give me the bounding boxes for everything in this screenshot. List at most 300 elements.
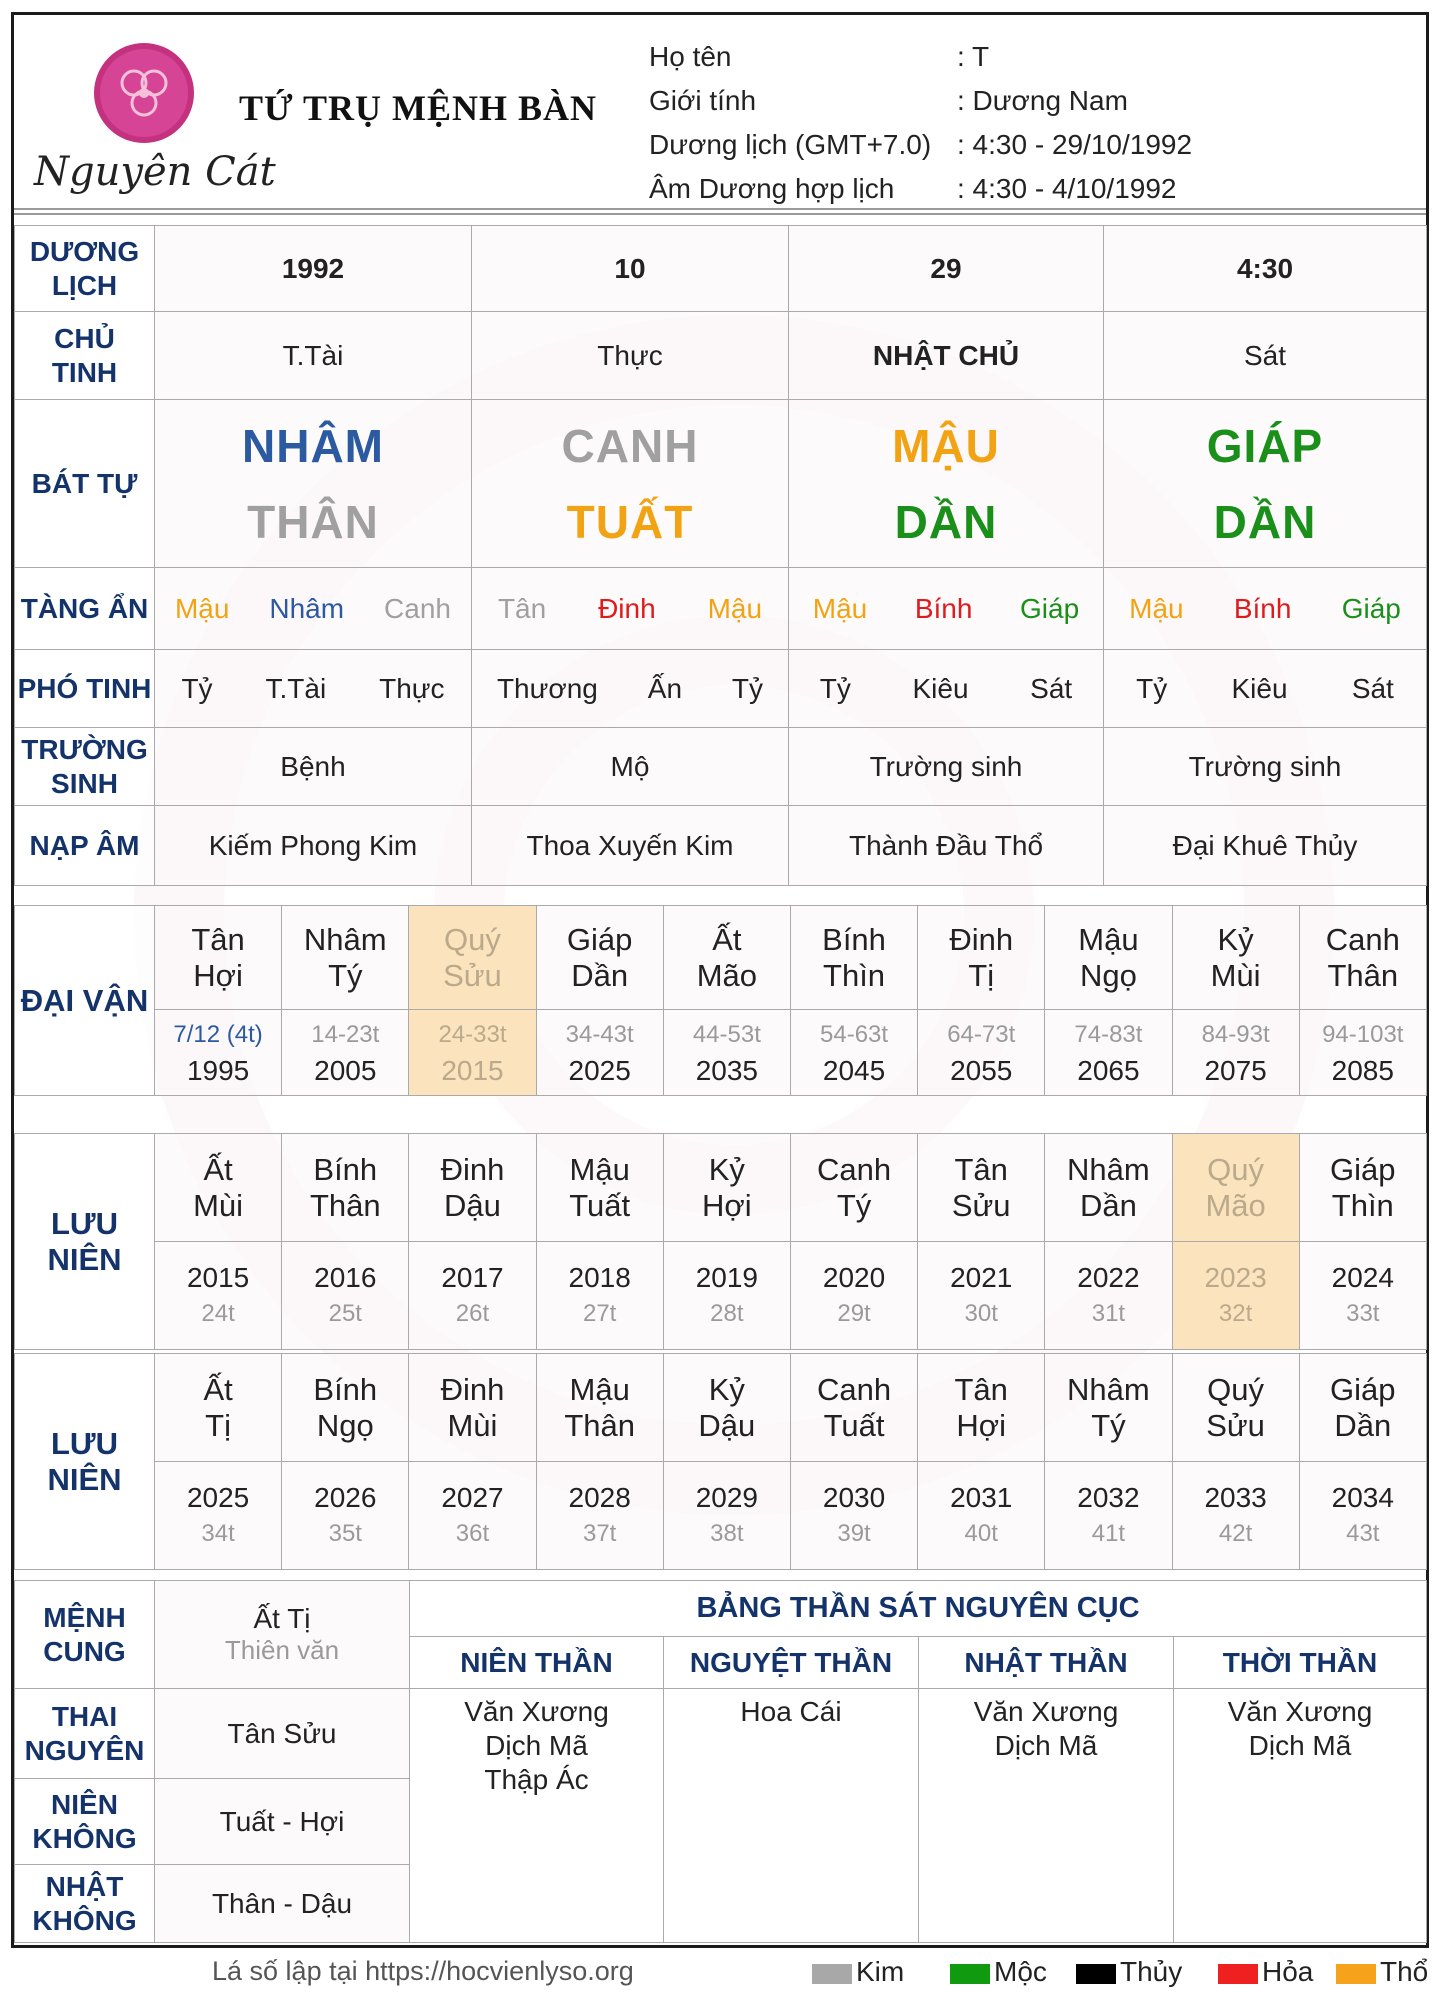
- luu-nien-pillar: [1045, 1134, 1172, 1242]
- luu-nien-pillar: [918, 1354, 1045, 1462]
- luu-nien-period: [1172, 1242, 1299, 1350]
- branch: Tý: [328, 957, 363, 993]
- start-year: 1995: [186, 1054, 250, 1086]
- than-sat-item: Thập Ác: [484, 1764, 589, 1795]
- year: 2034: [1331, 1481, 1394, 1513]
- pho-tinh-item: Sát: [1351, 672, 1394, 704]
- luu-nien-table-1: [14, 1133, 1427, 1350]
- branch: Thân: [1327, 957, 1399, 993]
- label-tang-an: TÀNG ẨN: [15, 568, 155, 650]
- year: 2020: [822, 1261, 886, 1293]
- label-line: DƯƠNG: [29, 235, 140, 267]
- label-nap-am: NẠP ÂM: [15, 806, 155, 886]
- label-nhat-khong: [15, 1865, 155, 1943]
- luu-nien-pillar: [663, 1354, 790, 1462]
- legend-label: Thổ: [1380, 1956, 1429, 1987]
- luu-nien-pillar: [536, 1354, 663, 1462]
- info-row: [649, 79, 1409, 123]
- dai-van-pillar: [155, 906, 282, 1010]
- legend-kim: [812, 1956, 904, 1988]
- nap-am-value: Đại Khuê Thủy: [1104, 806, 1427, 886]
- luu-nien-period: [409, 1462, 536, 1570]
- pillar-day: 29: [789, 226, 1104, 312]
- pho-tinh-item: Thương: [496, 672, 598, 704]
- age: 29t: [837, 1299, 871, 1327]
- luu-nien-period: [918, 1462, 1045, 1570]
- info-value: : T: [957, 41, 990, 72]
- stem: Ất: [203, 1371, 233, 1407]
- start-year: 2005: [314, 1054, 377, 1086]
- branch: Sửu: [1206, 1407, 1265, 1443]
- branch: Dần: [571, 957, 629, 993]
- dai-van-pillar: [1299, 906, 1426, 1010]
- label-nien-khong: [15, 1779, 155, 1865]
- luu-nien-period: [1045, 1462, 1172, 1570]
- than-sat-item: Văn Xương: [973, 1696, 1119, 1727]
- pho-tinh-item: Kiêu: [912, 672, 969, 704]
- tang-an-cell: [789, 568, 1104, 650]
- hidden-stem: Mậu: [174, 592, 230, 624]
- branch: Thìn: [823, 957, 886, 993]
- stem: Tân: [954, 1151, 1008, 1187]
- footer-source[interactable]: Lá số lập tại https://hocvienlyso.org: [212, 1956, 634, 1986]
- stem: Ất: [712, 921, 742, 957]
- heavenly-stem: MẬU: [892, 419, 1000, 472]
- year: 2027: [441, 1481, 504, 1513]
- than-sat-col-nguyet: NGUYỆT THẦN: [664, 1637, 919, 1689]
- stem: Bính: [313, 1371, 378, 1407]
- luu-nien-period: [155, 1242, 282, 1350]
- start-year: 2085: [1331, 1054, 1394, 1086]
- legend-swatch: [950, 1964, 990, 1984]
- dai-van-pillar: [536, 906, 663, 1010]
- branch: Hợi: [956, 1407, 1007, 1443]
- luu-nien-pillar: [790, 1354, 917, 1462]
- luu-nien-table-2: [14, 1353, 1427, 1570]
- dai-van-period: [663, 1010, 790, 1096]
- age-range: 54-63t: [820, 1020, 889, 1048]
- pho-tinh-item: T.Tài: [265, 672, 327, 704]
- luu-nien-period: [1299, 1242, 1426, 1350]
- heavenly-stem: CANH: [561, 419, 699, 472]
- menh-cung-cell: [155, 1581, 410, 1689]
- start-year: 2045: [822, 1054, 886, 1086]
- than-sat-item: Hoa Cái: [740, 1696, 842, 1727]
- pho-tinh-cell: [789, 650, 1104, 728]
- year: 2033: [1204, 1481, 1267, 1513]
- legend-swatch: [812, 1964, 852, 1984]
- pho-tinh-item: Sát: [1030, 672, 1073, 704]
- dai-van-pillar: [1045, 906, 1172, 1010]
- label-line: LỊCH: [51, 269, 118, 301]
- stem: Quý: [1207, 1371, 1265, 1407]
- year: 2025: [186, 1481, 250, 1513]
- luu-nien-period: [155, 1462, 282, 1570]
- than-sat-item: Văn Xương: [464, 1696, 609, 1727]
- pho-tinh-item: Tỷ: [181, 672, 213, 704]
- stem: Giáp: [1330, 1371, 1396, 1407]
- age-range: 34-43t: [565, 1020, 634, 1048]
- stem: Canh: [816, 1371, 892, 1407]
- bottom-table: [14, 1580, 1427, 1943]
- age: 38t: [710, 1519, 744, 1547]
- hidden-stem: Canh: [384, 592, 451, 624]
- stem: Quý: [444, 921, 501, 957]
- stem: Tân: [954, 1371, 1008, 1407]
- label-line: NGUYÊN: [24, 1734, 145, 1766]
- earthly-branch: THÂN: [247, 495, 379, 548]
- age-range: 94-103t: [1322, 1020, 1404, 1048]
- year: 2032: [1077, 1481, 1140, 1513]
- pillar-month: 10: [472, 226, 789, 312]
- earthly-branch: DẦN: [1213, 495, 1317, 548]
- dai-van-pillar: [1172, 906, 1299, 1010]
- stem: Canh: [816, 1151, 892, 1187]
- dai-van-pillar: [409, 906, 536, 1010]
- age: 39t: [837, 1519, 871, 1547]
- stem: Kỷ: [1217, 921, 1254, 957]
- legend-swatch: [1076, 1964, 1116, 1984]
- header-divider: [14, 208, 1426, 210]
- branch: Dậu: [444, 1187, 501, 1223]
- chu-tinh-value: NHẬT CHỦ: [789, 312, 1104, 400]
- year: 2026: [314, 1481, 377, 1513]
- nien-khong-value: Tuất - Hợi: [155, 1779, 410, 1865]
- pillar-year: 1992: [155, 226, 472, 312]
- than-sat-list: [410, 1689, 664, 1943]
- label-line: CUNG: [43, 1635, 126, 1667]
- label-line: SINH: [51, 767, 118, 799]
- stem: Nhâm: [1067, 1371, 1150, 1407]
- legend-label: Kim: [856, 1956, 905, 1987]
- branch: Sửu: [443, 957, 502, 993]
- svg-text:Nguyên Cát: Nguyên Cát: [34, 149, 276, 195]
- age-range: 84-93t: [1201, 1020, 1270, 1048]
- age-range: 14-23t: [311, 1020, 380, 1048]
- pho-tinh-cell: [155, 650, 472, 728]
- than-sat-col-nien: NIÊN THẦN: [410, 1637, 664, 1689]
- pho-tinh-cell: [1104, 650, 1427, 728]
- page-title: TỨ TRỤ MỆNH BÀN: [239, 88, 598, 128]
- chart-sheet: [11, 12, 1429, 1948]
- dai-van-period: [790, 1010, 917, 1096]
- age-range: 7/12 (4t): [173, 1020, 263, 1048]
- than-sat-item: Dịch Mã: [485, 1730, 588, 1761]
- personal-info: [649, 35, 1409, 211]
- year: 2024: [1331, 1261, 1394, 1293]
- than-sat-item: Dịch Mã: [1248, 1730, 1352, 1761]
- label-duong-lich: [15, 226, 155, 312]
- stem: Giáp: [1330, 1151, 1396, 1187]
- label-pho-tinh: PHÓ TINH: [15, 650, 155, 728]
- luu-nien-pillar: [155, 1354, 282, 1462]
- age: 24t: [201, 1299, 235, 1327]
- start-year: 2065: [1077, 1054, 1140, 1086]
- label-line: KHÔNG: [32, 1904, 137, 1936]
- hidden-stem: Đinh: [598, 592, 656, 624]
- luu-nien-pillar: [1172, 1354, 1299, 1462]
- label-menh-cung: [15, 1581, 155, 1689]
- stem: Ất: [203, 1151, 233, 1187]
- branch: Mùi: [193, 1187, 244, 1223]
- chu-tinh-value: Thực: [472, 312, 789, 400]
- info-row: [649, 167, 1409, 211]
- age: 27t: [582, 1299, 617, 1327]
- stem: Nhâm: [1067, 1151, 1150, 1187]
- nhat-khong-value: Thân - Dậu: [155, 1865, 410, 1943]
- hidden-stem: Giáp: [1020, 592, 1080, 624]
- label-truong-sinh: [15, 728, 155, 806]
- tang-an-cell: [155, 568, 472, 650]
- luu-nien-pillar: [536, 1134, 663, 1242]
- year: 2016: [314, 1261, 377, 1293]
- label-bat-tu: BÁT TỰ: [15, 400, 155, 568]
- than-sat-title: BẢNG THẦN SÁT NGUYÊN CỤC: [410, 1581, 1427, 1637]
- than-sat-item: Văn Xương: [1227, 1696, 1373, 1727]
- chu-tinh-value: T.Tài: [155, 312, 472, 400]
- branch: Mùi: [447, 1407, 498, 1443]
- stem: Canh: [1325, 921, 1400, 957]
- year: 2023: [1204, 1261, 1267, 1293]
- dai-van-pillar: [663, 906, 790, 1010]
- stem: Kỷ: [708, 1151, 745, 1187]
- legend-tho: [1336, 1956, 1428, 1988]
- label-line: KHÔNG: [32, 1822, 137, 1854]
- luu-nien-period: [663, 1242, 790, 1350]
- legend-label: Mộc: [994, 1956, 1047, 1987]
- truong-sinh-value: Mộ: [472, 728, 789, 806]
- luu-nien-period: [790, 1242, 917, 1350]
- earthly-branch: DẦN: [894, 495, 998, 548]
- start-year: 2035: [695, 1054, 758, 1086]
- stem: Đinh: [949, 921, 1014, 957]
- label-line: NIÊN: [51, 1788, 118, 1820]
- legend-swatch: [1218, 1964, 1258, 1984]
- hidden-stem: Bính: [1233, 592, 1292, 624]
- age: 41t: [1091, 1519, 1126, 1547]
- than-sat-list: [664, 1689, 919, 1943]
- info-value: : 4:30 - 4/10/1992: [957, 173, 1177, 204]
- hidden-stem: Giáp: [1341, 592, 1401, 624]
- legend-label: Thủy: [1120, 1956, 1183, 1987]
- luu-nien-pillar: [663, 1134, 790, 1242]
- pillar-table: [14, 225, 1427, 886]
- age: 30t: [964, 1299, 998, 1327]
- info-key: Họ tên: [649, 41, 732, 72]
- info-row: [649, 35, 1409, 79]
- stem: Giáp: [566, 921, 633, 957]
- legend-moc: [950, 1956, 1047, 1988]
- label-chu-tinh: [15, 312, 155, 400]
- label-dai-van: ĐẠI VẬN: [15, 906, 155, 1096]
- year: 2029: [695, 1481, 758, 1513]
- start-year: 2015: [441, 1054, 504, 1086]
- age: 42t: [1218, 1519, 1253, 1547]
- age: 33t: [1346, 1299, 1380, 1327]
- label-line: CHỦ: [54, 322, 115, 354]
- age: 28t: [710, 1299, 744, 1327]
- bat-tu-cell: [155, 400, 472, 568]
- dai-van-period: [282, 1010, 409, 1096]
- age: 31t: [1091, 1299, 1126, 1327]
- age-range: 74-83t: [1074, 1020, 1143, 1048]
- hidden-stem: Tân: [497, 592, 547, 624]
- age: 40t: [964, 1519, 998, 1547]
- pillar-hour: 4:30: [1104, 226, 1427, 312]
- stem: Tân: [191, 921, 245, 957]
- info-value: : Dương Nam: [957, 85, 1128, 116]
- stem: Bính: [822, 921, 886, 957]
- hidden-stem: Nhâm: [269, 592, 345, 624]
- age: 37t: [582, 1519, 617, 1547]
- header: [14, 15, 1426, 212]
- label-luu-nien: LƯU NIÊN: [15, 1354, 155, 1570]
- legend-hoa: [1218, 1956, 1313, 1988]
- earthly-branch: TUẤT: [566, 495, 694, 548]
- label-line: MỆNH: [43, 1601, 126, 1633]
- label-line: TRƯỜNG: [21, 733, 148, 765]
- menh-cung-value: Ất Tị: [253, 1603, 311, 1634]
- luu-nien-period: [663, 1462, 790, 1570]
- luu-nien-pillar: [1045, 1354, 1172, 1462]
- label-luu-nien: LƯU NIÊN: [15, 1134, 155, 1350]
- stem: Mậu: [569, 1371, 630, 1407]
- label-thai-nguyen: [15, 1689, 155, 1779]
- tang-an-cell: [472, 568, 789, 650]
- age: 34t: [201, 1519, 235, 1547]
- year: 2019: [695, 1261, 758, 1293]
- dai-van-period: [155, 1010, 282, 1096]
- truong-sinh-value: Trường sinh: [1104, 728, 1427, 806]
- age: 36t: [455, 1519, 490, 1547]
- year: 2018: [568, 1261, 631, 1293]
- legend-swatch: [1336, 1964, 1376, 1984]
- branch: Hợi: [193, 957, 243, 993]
- age-range: 44-53t: [692, 1020, 761, 1048]
- luu-nien-pillar: [1299, 1354, 1426, 1462]
- pho-tinh-item: Kiêu: [1231, 672, 1288, 704]
- label-line: TINH: [51, 356, 118, 388]
- header-divider: [14, 213, 1426, 215]
- info-key: Giới tính: [649, 85, 757, 116]
- luu-nien-period: [536, 1242, 663, 1350]
- stem: Nhâm: [303, 921, 387, 957]
- year: 2021: [950, 1261, 1013, 1293]
- legend-thuy: [1076, 1956, 1182, 1988]
- info-value: : 4:30 - 29/10/1992: [957, 129, 1193, 160]
- branch: Thân: [309, 1187, 381, 1223]
- stem: Mậu: [1078, 921, 1139, 957]
- luu-nien-period: [536, 1462, 663, 1570]
- age: 43t: [1346, 1519, 1380, 1547]
- pho-tinh-cell: [472, 650, 789, 728]
- start-year: 2055: [950, 1054, 1013, 1086]
- bat-tu-cell: [789, 400, 1104, 568]
- branch: Tý: [1091, 1407, 1126, 1443]
- start-year: 2075: [1204, 1054, 1267, 1086]
- thai-nguyen-value: Tân Sửu: [155, 1689, 410, 1779]
- bat-tu-cell: [472, 400, 789, 568]
- branch: Mùi: [1210, 957, 1261, 993]
- chu-tinh-value: Sát: [1104, 312, 1427, 400]
- pho-tinh-item: Tỷ: [731, 672, 764, 704]
- luu-nien-period: [409, 1242, 536, 1350]
- hidden-stem: Mậu: [812, 592, 868, 624]
- luu-nien-pillar: [1172, 1134, 1299, 1242]
- luu-nien-period: [282, 1242, 409, 1350]
- branch: Dậu: [698, 1407, 756, 1443]
- legend-label: Hỏa: [1262, 1956, 1314, 1987]
- pho-tinh-item: Thực: [379, 672, 445, 704]
- hidden-stem: Bính: [914, 592, 973, 624]
- dai-van-period: [918, 1010, 1045, 1096]
- year: 2022: [1077, 1261, 1140, 1293]
- than-sat-item: Dịch Mã: [994, 1730, 1098, 1761]
- luu-nien-period: [282, 1462, 409, 1570]
- age: 25t: [328, 1299, 362, 1327]
- branch: Tý: [836, 1187, 872, 1223]
- branch: Thân: [564, 1407, 635, 1443]
- luu-nien-period: [1172, 1462, 1299, 1570]
- branch: Hợi: [702, 1187, 752, 1223]
- luu-nien-pillar: [918, 1134, 1045, 1242]
- pho-tinh-item: Tỷ: [1136, 672, 1168, 704]
- branch: Tuất: [823, 1407, 885, 1443]
- dai-van-pillar: [790, 906, 917, 1010]
- luu-nien-pillar: [409, 1134, 536, 1242]
- start-year: 2025: [568, 1054, 631, 1086]
- dai-van-table: [14, 905, 1427, 1096]
- luu-nien-period: [1045, 1242, 1172, 1350]
- year: 2017: [441, 1261, 504, 1293]
- nap-am-value: Thoa Xuyến Kim: [472, 806, 789, 886]
- dai-van-period: [536, 1010, 663, 1096]
- luu-nien-period: [790, 1462, 917, 1570]
- stem: Bính: [313, 1151, 378, 1187]
- branch: Thìn: [1331, 1187, 1394, 1223]
- than-sat-col-thoi: THỜI THẦN: [1174, 1637, 1427, 1689]
- hidden-stem: Mậu: [707, 592, 763, 624]
- year: 2028: [568, 1481, 631, 1513]
- branch: Dần: [1079, 1187, 1137, 1223]
- hidden-stem: Mậu: [1129, 592, 1184, 624]
- luu-nien-period: [918, 1242, 1045, 1350]
- brand-logo: [32, 33, 276, 203]
- age: 26t: [455, 1299, 490, 1327]
- label-line: NHẬT: [45, 1870, 124, 1902]
- label-line: THAI: [51, 1700, 118, 1732]
- dai-van-pillar: [282, 906, 409, 1010]
- menh-cung-sub: Thiên văn: [224, 1635, 340, 1665]
- year: 2015: [186, 1261, 250, 1293]
- dai-van-period: [1045, 1010, 1172, 1096]
- branch: Ngọ: [1079, 957, 1137, 993]
- branch: Mão: [1205, 1187, 1266, 1223]
- dai-van-period: [409, 1010, 536, 1096]
- heavenly-stem: GIÁP: [1206, 419, 1324, 472]
- dai-van-period: [1299, 1010, 1426, 1096]
- than-sat-list: [1174, 1689, 1427, 1943]
- stem: Đinh: [440, 1371, 505, 1407]
- branch: Tuất: [569, 1187, 631, 1223]
- stem: Quý: [1207, 1151, 1265, 1187]
- heavenly-stem: NHÂM: [242, 419, 384, 472]
- tang-an-cell: [1104, 568, 1427, 650]
- age: 32t: [1218, 1299, 1253, 1327]
- branch: Ngọ: [316, 1407, 374, 1443]
- truong-sinh-value: Trường sinh: [789, 728, 1104, 806]
- branch: Sửu: [951, 1187, 1011, 1223]
